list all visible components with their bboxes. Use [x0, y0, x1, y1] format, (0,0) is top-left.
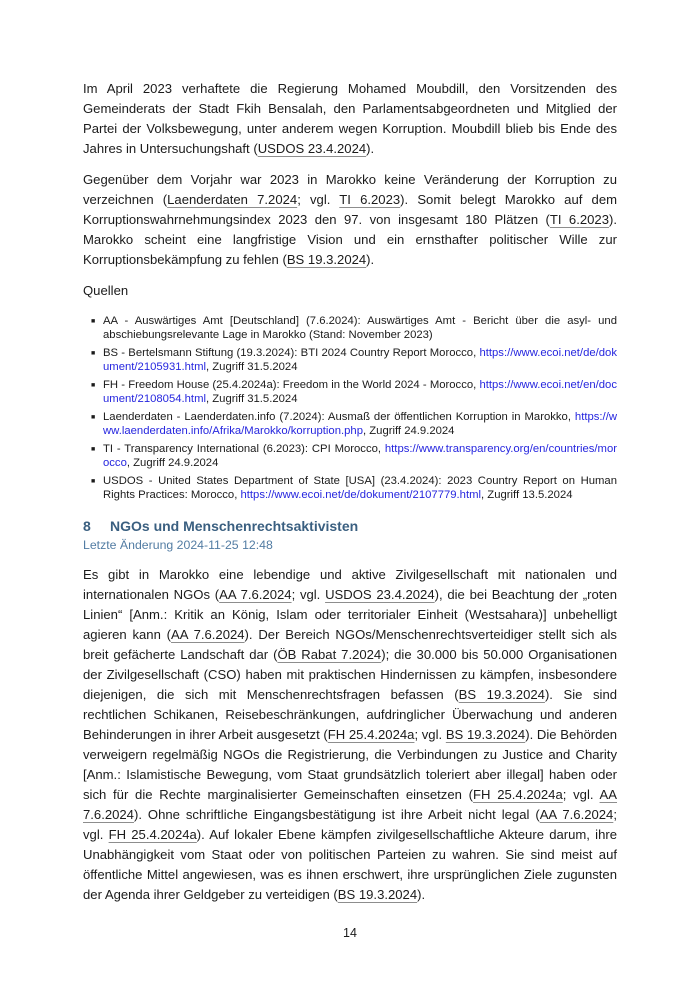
citation-link[interactable]: FH 25.4.2024a — [473, 787, 563, 802]
source-url-link[interactable]: https://www.ecoi.net/de/dokument/2107779.html — [240, 488, 482, 501]
source-item: ■ USDOS - United States Department of State [USA] (23.4.2024): 2023 Country Report on Human Rights Practices: Morocco, https://www.ecoi.net/de/dokument/2107779.html, Zugriff 13.5.2024 — [91, 475, 617, 501]
bullet-square-icon: ■ — [91, 478, 96, 485]
section-title: NGOs und Menschenrechtsaktivisten — [110, 518, 359, 534]
source-item: ■ AA - Auswärtiges Amt [Deutschland] (7.6.2024): Auswärtiges Amt - Bericht über die asyl- und abschiebungsrelevante Lage in Marokko (Stand: November 2023) — [91, 315, 617, 341]
citation-link[interactable]: BS 19.3.2024 — [286, 252, 367, 267]
source-url-link[interactable]: https://www.ecoi.net/de/dokument/2105931.html — [103, 347, 617, 373]
sources-heading: Quellen — [83, 283, 129, 298]
source-url-link[interactable]: https://www.transparency.org/en/countries/morocco — [103, 443, 617, 469]
citation-link[interactable]: Laenderdaten 7.2024 — [167, 192, 298, 207]
sources-list — [83, 315, 617, 502]
page-content — [83, 79, 617, 905]
bullet-square-icon: ■ — [91, 382, 96, 389]
citation-link[interactable]: TI 6.2023 — [549, 212, 609, 227]
citation-link[interactable]: AA 7.6.2024 — [539, 807, 614, 822]
citation-link[interactable]: FH 25.4.2024a — [108, 827, 197, 842]
citation-link[interactable]: AA 7.6.2024 — [219, 587, 292, 602]
source-item: ■ BS - Bertelsmann Stiftung (19.3.2024): BTI 2024 Country Report Morocco, https://www.ecoi.net/de/dokument/2105931.html, Zugriff 31.5.2024 — [91, 347, 617, 373]
last-change-timestamp: Letzte Änderung 2024-11-25 12:48 — [83, 538, 273, 552]
citation-link[interactable]: BS 19.3.2024 — [458, 687, 545, 702]
section-heading — [83, 516, 617, 536]
citation-link[interactable]: BS 19.3.2024 — [445, 727, 526, 742]
source-item: ■ TI - Transparency International (6.2023): CPI Morocco, https://www.transparency.org/en/countries/morocco, Zugriff 24.9.2024 — [91, 443, 617, 469]
section-number: 8 — [83, 518, 91, 534]
citation-link[interactable]: AA 7.6.2024 — [83, 787, 618, 822]
citation-link[interactable]: BS 19.3.2024 — [337, 887, 418, 902]
paragraph: Im April 2023 verhaftete die Regierung Mohamed Moubdill, den Vorsitzenden des Gemeinderats der Stadt Fkih Bensalah, den Parlamentsabgeordneten und Mitglied der Partei der Volksbewegung, unter anderem wegen Korruption. Moubdill blieb bis Ende des Jahres in Untersuchungshaft (USDOS 23.4.2024). — [83, 81, 617, 156]
source-item: ■ FH - Freedom House (25.4.2024a): Freedom in the World 2024 - Morocco, https://www.ecoi.net/en/document/2108054.html, Zugriff 31.5.2024 — [91, 379, 617, 405]
bullet-square-icon: ■ — [91, 350, 96, 357]
bullet-square-icon: ■ — [91, 446, 96, 453]
citation-link[interactable]: USDOS 23.4.2024 — [325, 587, 435, 602]
bullet-square-icon: ■ — [91, 318, 96, 325]
source-url-link[interactable]: https://www.laenderdaten.info/Afrika/Marokko/korruption.php — [103, 411, 617, 437]
source-item: ■ Laenderdaten - Laenderdaten.info (7.2024): Ausmaß der öffentlichen Korruption in Marokko, https://www.laenderdaten.info/Afrika/Marokko/korruption.php, Zugriff 24.9.2024 — [91, 411, 617, 437]
citation-link[interactable]: ÖB Rabat 7.2024 — [277, 647, 382, 662]
bullet-square-icon: ■ — [91, 414, 96, 421]
page-number: 14 — [343, 926, 357, 940]
paragraph: Gegenüber dem Vorjahr war 2023 in Marokko keine Veränderung der Korruption zu verzeichnen (Laenderdaten 7.2024; vgl. TI 6.2023). Somit belegt Marokko auf dem Korruptionswahrnehmungsindex 2023 den 97. von insgesamt 180 Plätzen (TI 6.2023). Marokko scheint eine langfristige Vision und ein ernsthafter politischer Wille zur Korruptionsbekämpfung zu fehlen (BS 19.3.2024). — [83, 172, 618, 267]
paragraph: Es gibt in Marokko eine lebendige und aktive Zivilgesellschaft mit nationalen und internationalen NGOs (AA 7.6.2024; vgl. USDOS 23.4.2024), die bei Beachtung der „roten Linien“ [Anm.: Kritik an König, Islam oder territorialer Einheit (Westsahara)] unbehelligt agieren kann (AA 7.6.2024). Der Bereich NGOs/Menschenrechtsverteidiger stellt sich als breit gefächerte Landschaft dar (ÖB Rabat 7.2024); die 30.000 bis 50.000 Organisationen der Zivilgesellschaft (CSO) haben mit praktischen Hindernissen zu kämpfen, insbesondere diejenigen, die sich mit Menschenrechtsfragen befassen (BS 19.3.2024). Sie sind rechtlichen Schikanen, Reisebeschränkungen, aufdringlicher Überwachung und anderen Behinderungen in ihrer Arbeit ausgesetzt (FH 25.4.2024a; vgl. BS 19.3.2024). Die Behörden verweigern regelmäßig NGOs die Registrierung, die Verbindungen zu Justice and Charity [Anm.: Islamistische Bewegung, vom Staat grundsätzlich toleriert aber illegal] haben oder sich für die Rechte marginalisierter Gemeinschaften einsetzen (FH 25.4.2024a; vgl. AA 7.6.2024). Ohne schriftliche Eingangsbestätigung ist ihre Arbeit nicht legal (AA 7.6.2024; vgl. FH 25.4.2024a). Auf lokaler Ebene kämpfen zivilgesellschaftliche Akteure darum, ihre Unabhängigkeit vom Staat oder von politischen Parteien zu wahren. Sie sind meist auf öffentliche Mittel angewiesen, was es ihnen erschwert, ihre ursprünglichen Ziele zugunsten der Agenda ihrer Geldgeber zu verteidigen (BS 19.3.2024). — [83, 567, 618, 902]
citation-link[interactable]: TI 6.2023 — [339, 192, 401, 207]
citation-link[interactable]: FH 25.4.2024a — [327, 727, 415, 742]
citation-link[interactable]: AA 7.6.2024 — [171, 627, 245, 642]
source-url-link[interactable]: https://www.ecoi.net/en/document/2108054.html — [103, 379, 617, 405]
citation-link[interactable]: USDOS 23.4.2024 — [257, 141, 367, 156]
